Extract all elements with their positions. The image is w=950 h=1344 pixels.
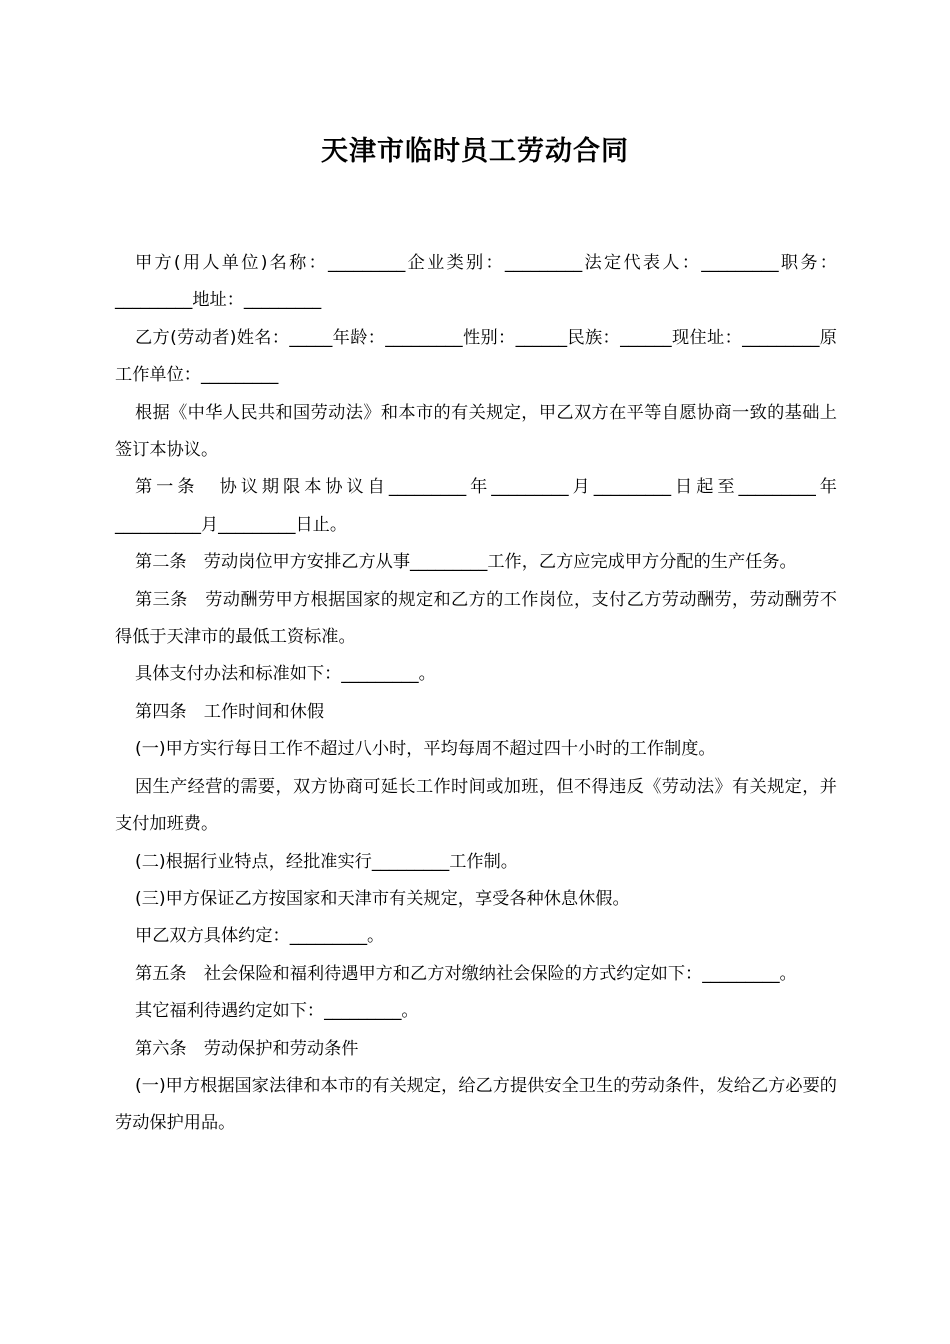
paragraph-article-6-item-1: (一)甲方根据国家法律和本市的有关规定，给乙方提供安全卫生的劳动条件，发给乙方必要的劳动保护用品。: [115, 1075, 837, 1134]
paragraph-preamble: 根据《中华人民共和国劳动法》和本市的有关规定，甲乙双方在平等自愿协商一致的基础上签订本协议。: [115, 402, 837, 461]
paragraph-article-4-item-1: (一)甲方实行每日工作不超过八小时，平均每周不超过四十小时的工作制度。: [135, 739, 716, 760]
paragraph-party-a: 甲方(用人单位)名称：_________企业类别：_________法定代表人：_________职务：_________地址：_________: [115, 253, 837, 311]
paragraph-article-4-item-2: (二)根据行业特点，经批准实行_________工作制。: [135, 851, 518, 872]
paragraph-article-1: 第一条 协议期限本协议自_________年_________月_________日起至_________年__________月_________日止。: [115, 477, 837, 535]
paragraph-article-4: 第四条 工作时间和休假: [135, 701, 325, 722]
paragraph-article-2: 第二条 劳动岗位甲方安排乙方从事_________工作，乙方应完成甲方分配的生产任务。: [135, 552, 797, 573]
paragraph-article-6: 第六条 劳动保护和劳动条件: [135, 1038, 359, 1059]
paragraph-article-3: 第三条 劳动酬劳甲方根据国家的规定和乙方的工作岗位，支付乙方劳动酬劳，劳动酬劳不得低于天津市的最低工资标准。: [115, 589, 837, 648]
paragraph-payment-method: 具体支付办法和标准如下：_________。: [135, 664, 436, 685]
document-title: 天津市临时员工劳动合同: [321, 136, 629, 167]
paragraph-overtime: 因生产经营的需要，双方协商可延长工作时间或加班，但不得违反《劳动法》有关规定，并支付加班费。: [115, 776, 837, 835]
paragraph-specific-agreement: 甲乙双方具体约定：_________。: [135, 926, 385, 947]
paragraph-party-b: 乙方(劳动者)姓名：_____年龄：_________性别：______民族：______现住址：_________原工作单位：_________: [115, 327, 837, 386]
paragraph-article-5: 第五条 社会保险和福利待遇甲方和乙方对缴纳社会保险的方式约定如下：_________。: [135, 963, 797, 984]
paragraph-other-benefits: 其它福利待遇约定如下：_________。: [135, 1001, 419, 1022]
document-body: [115, 245, 837, 1143]
paragraph-article-4-item-3: (三)甲方保证乙方按国家和天津市有关规定，享受各种休息休假。: [135, 888, 630, 909]
